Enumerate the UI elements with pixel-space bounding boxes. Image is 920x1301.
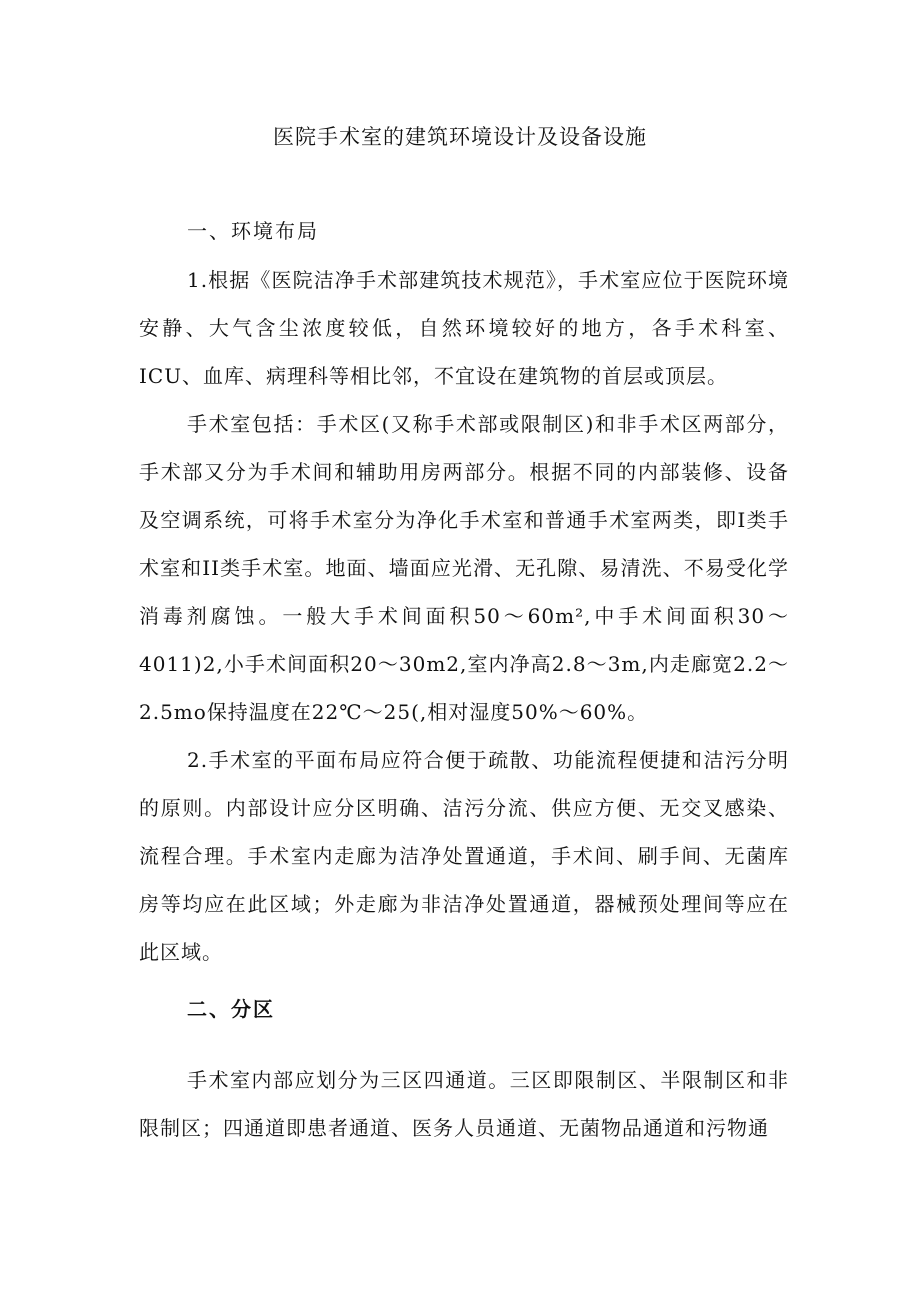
document-title: 医院手术室的建筑环境设计及设备设施 [273,125,647,149]
paragraph-zoning: 手术室内部应划分为三区四通道。三区即限制区、半限制区和非限制区；四通道即患者通道、医务人员通道、无菌物品通道和污物通 [139,1068,789,1140]
paragraph-composition: 手术室包括：手术区(又称手术部或限制区)和非手术区两部分，手术部又分为手术间和辅助用房两部分。根据不同的内部装修、设备及空调系统，可将手术室分为净化手术室和普通手术室两类，即I类手术室和II类手术室。地面、墙面应光滑、无孔隙、易清洗、不易受化学消毒剂腐蚀。一般大手术间面积50～60m²,中手术间面积30～4011)2,小手术间面积20～30m2,室内净高2.8～3m,内走廊宽2.2～2.5mo保持温度在22℃～25(,相对湿度50%～60%。 [139,412,789,724]
section-heading-environment-layout: 一、环境布局 [187,219,319,243]
section-heading-zoning: 二、分区 [187,997,275,1021]
paragraph-location: 1.根据《医院洁净手术部建筑技术规范》，手术室应位于医院环境安静、大气含尘浓度较低，自然环境较好的地方，各手术科室、ICU、血库、病理科等相比邻，不宜设在建筑物的首层或顶层。 [139,268,789,388]
paragraph-layout-principles: 2.手术室的平面布局应符合便于疏散、功能流程便捷和洁污分明的原则。内部设计应分区明确、洁污分流、供应方便、无交叉感染、流程合理。手术室内走廊为洁净处置通道，手术间、刷手间、无菌库房等均应在此区域；外走廊为非洁净处置通道，器械预处理间等应在此区域。 [139,748,789,964]
